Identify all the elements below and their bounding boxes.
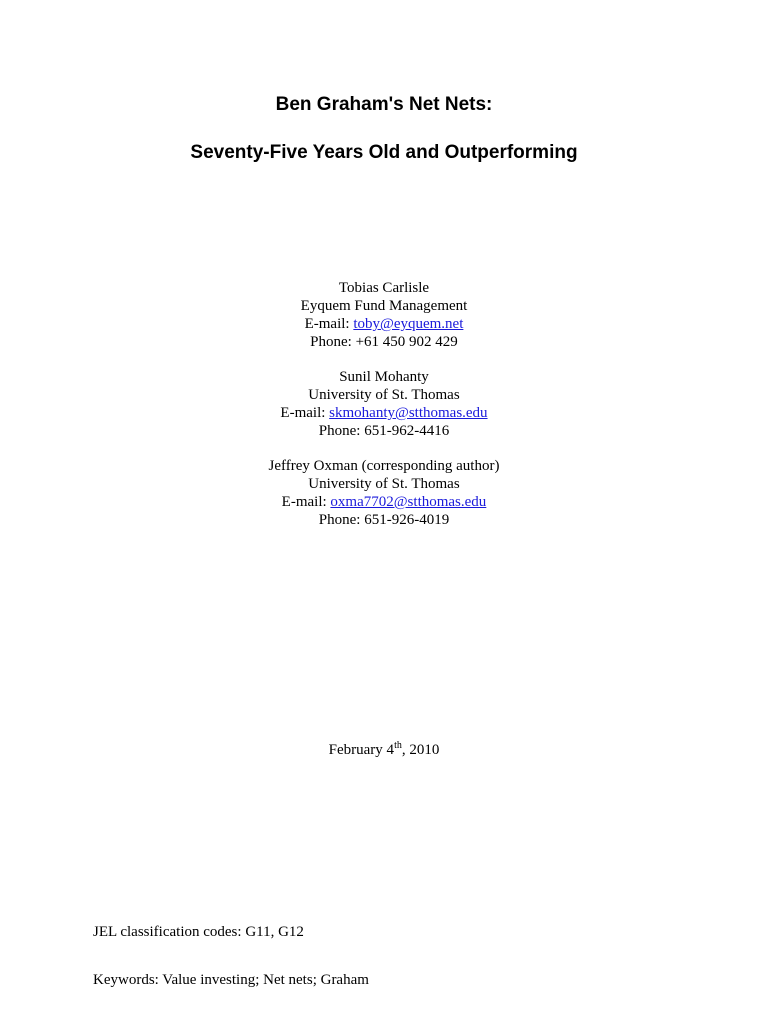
author-email-line: [0, 404, 768, 422]
author-block-3: [0, 457, 768, 529]
author-block-2: [0, 368, 768, 440]
email-label: E-mail:: [280, 405, 330, 421]
author-block-1: [0, 279, 768, 351]
email-label: E-mail:: [304, 316, 354, 332]
author-phone: Phone: 651-926-4019: [318, 512, 450, 528]
author-affiliation: University of St. Thomas: [308, 387, 460, 403]
email-label: E-mail:: [281, 494, 331, 510]
paper-title-line-1: Ben Graham's Net Nets:: [275, 94, 493, 115]
email-link[interactable]: oxma7702@stthomas.edu: [330, 494, 487, 510]
author-name: Jeffrey Oxman (corresponding author): [268, 458, 500, 474]
author-email-line: [0, 315, 768, 333]
author-phone: Phone: 651-962-4416: [318, 423, 450, 439]
keywords: Keywords: Value investing; Net nets; Graham: [93, 972, 369, 988]
jel-classification: JEL classification codes: G11, G12: [93, 924, 304, 940]
date-year: , 2010: [401, 742, 440, 758]
date-month-day: February 4: [328, 742, 395, 758]
author-affiliation: University of St. Thomas: [308, 476, 460, 492]
author-affiliation: Eyquem Fund Management: [300, 298, 468, 314]
author-email-line: [0, 493, 768, 511]
publication-date: [0, 740, 768, 760]
author-name: Tobias Carlisle: [338, 280, 430, 296]
date-ordinal-suffix: th: [394, 740, 402, 751]
author-phone: Phone: +61 450 902 429: [310, 334, 458, 350]
email-link[interactable]: toby@eyquem.net: [353, 316, 464, 332]
author-name: Sunil Mohanty: [339, 369, 429, 385]
paper-title-line-2: Seventy-Five Years Old and Outperforming: [190, 142, 578, 163]
email-link[interactable]: skmohanty@stthomas.edu: [329, 405, 488, 421]
